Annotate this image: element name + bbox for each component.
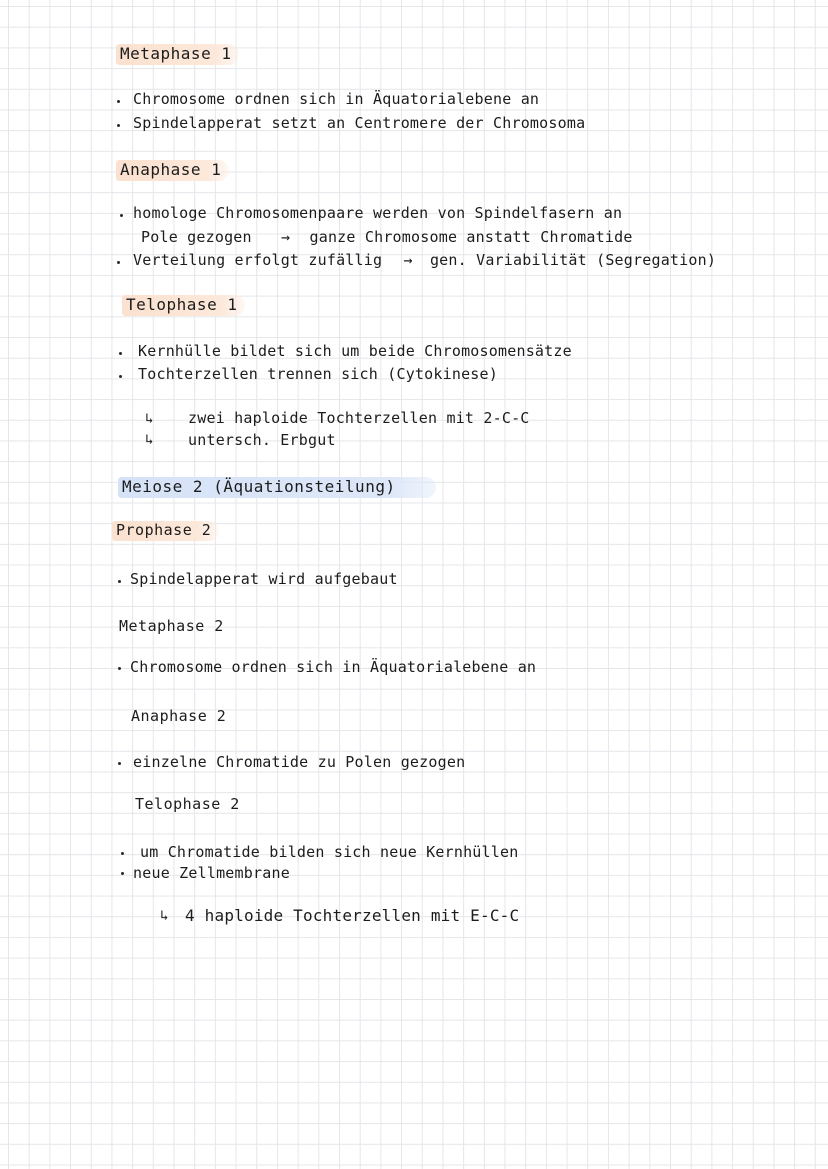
anaphase1-line-2	[133, 253, 716, 268]
heading-anaphase-1: Anaphase 1	[116, 160, 229, 181]
anaphase1-line-2-b: gen. Variabilität (Segregation)	[429, 251, 717, 269]
bullet	[118, 667, 121, 670]
telophase1-line-1: Kernhülle bildet sich um beide Chromosomensätze	[138, 342, 572, 360]
telophase1-result-2: untersch. Erbgut	[188, 431, 336, 449]
bullet	[117, 124, 120, 127]
anaphase1-line-1: homologe Chromosomenpaare werden von Spindelfasern an	[133, 204, 623, 222]
bullet	[121, 872, 124, 875]
heading-metaphase-1: Metaphase 1	[116, 44, 239, 65]
bullet	[118, 762, 121, 765]
arrow-hook-icon: ↳	[160, 908, 169, 924]
arrow-right-icon: →	[281, 228, 291, 246]
arrow-hook-icon: ↳	[145, 411, 154, 427]
anaphase1-line-2-a: Verteilung erfolgt zufällig	[133, 251, 383, 269]
heading-meiose-2: Meiose 2 (Äquationsteilung)	[118, 477, 436, 498]
heading-anaphase-2: Anaphase 2	[131, 707, 227, 725]
arrow-right-icon: →	[403, 251, 413, 269]
bullet	[117, 100, 120, 103]
bullet	[120, 214, 123, 217]
bullet	[121, 852, 124, 855]
telophase2-line-1: um Chromatide bilden sich neue Kernhüllen	[140, 843, 519, 861]
metaphase2-line-1: Chromosome ordnen sich in Äquatorialebene an	[130, 658, 537, 676]
bullet	[119, 352, 122, 355]
metaphase1-line-1: Chromosome ordnen sich in Äquatorialebene an	[133, 90, 540, 108]
telophase1-line-2: Tochterzellen trennen sich (Cytokinese)	[138, 365, 498, 383]
prophase2-line-1: Spindelapperat wird aufgebaut	[130, 570, 398, 588]
arrow-hook-icon: ↳	[145, 432, 154, 448]
bullet	[118, 580, 121, 583]
heading-prophase-2: Prophase 2	[112, 521, 219, 541]
telophase2-result: 4 haploide Tochterzellen mit E-C-C	[185, 906, 520, 925]
bullet	[119, 375, 122, 378]
anaphase2-line-1: einzelne Chromatide zu Polen gezogen	[133, 753, 466, 771]
metaphase1-line-2: Spindelapperat setzt an Centromere der Chromosoma	[133, 114, 586, 132]
anaphase1-line-1b-b: ganze Chromosome anstatt Chromatide	[309, 228, 633, 246]
anaphase1-line-1b-a: Pole gezogen	[141, 228, 252, 246]
telophase2-line-2: neue Zellmembrane	[133, 864, 290, 882]
heading-telophase-1: Telophase 1	[122, 295, 245, 316]
bullet	[117, 261, 120, 264]
heading-telophase-2: Telophase 2	[135, 795, 240, 813]
anaphase1-line-1b	[141, 230, 633, 245]
telophase1-result-1: zwei haploide Tochterzellen mit 2-C-C	[188, 409, 530, 427]
heading-metaphase-2: Metaphase 2	[119, 617, 224, 635]
